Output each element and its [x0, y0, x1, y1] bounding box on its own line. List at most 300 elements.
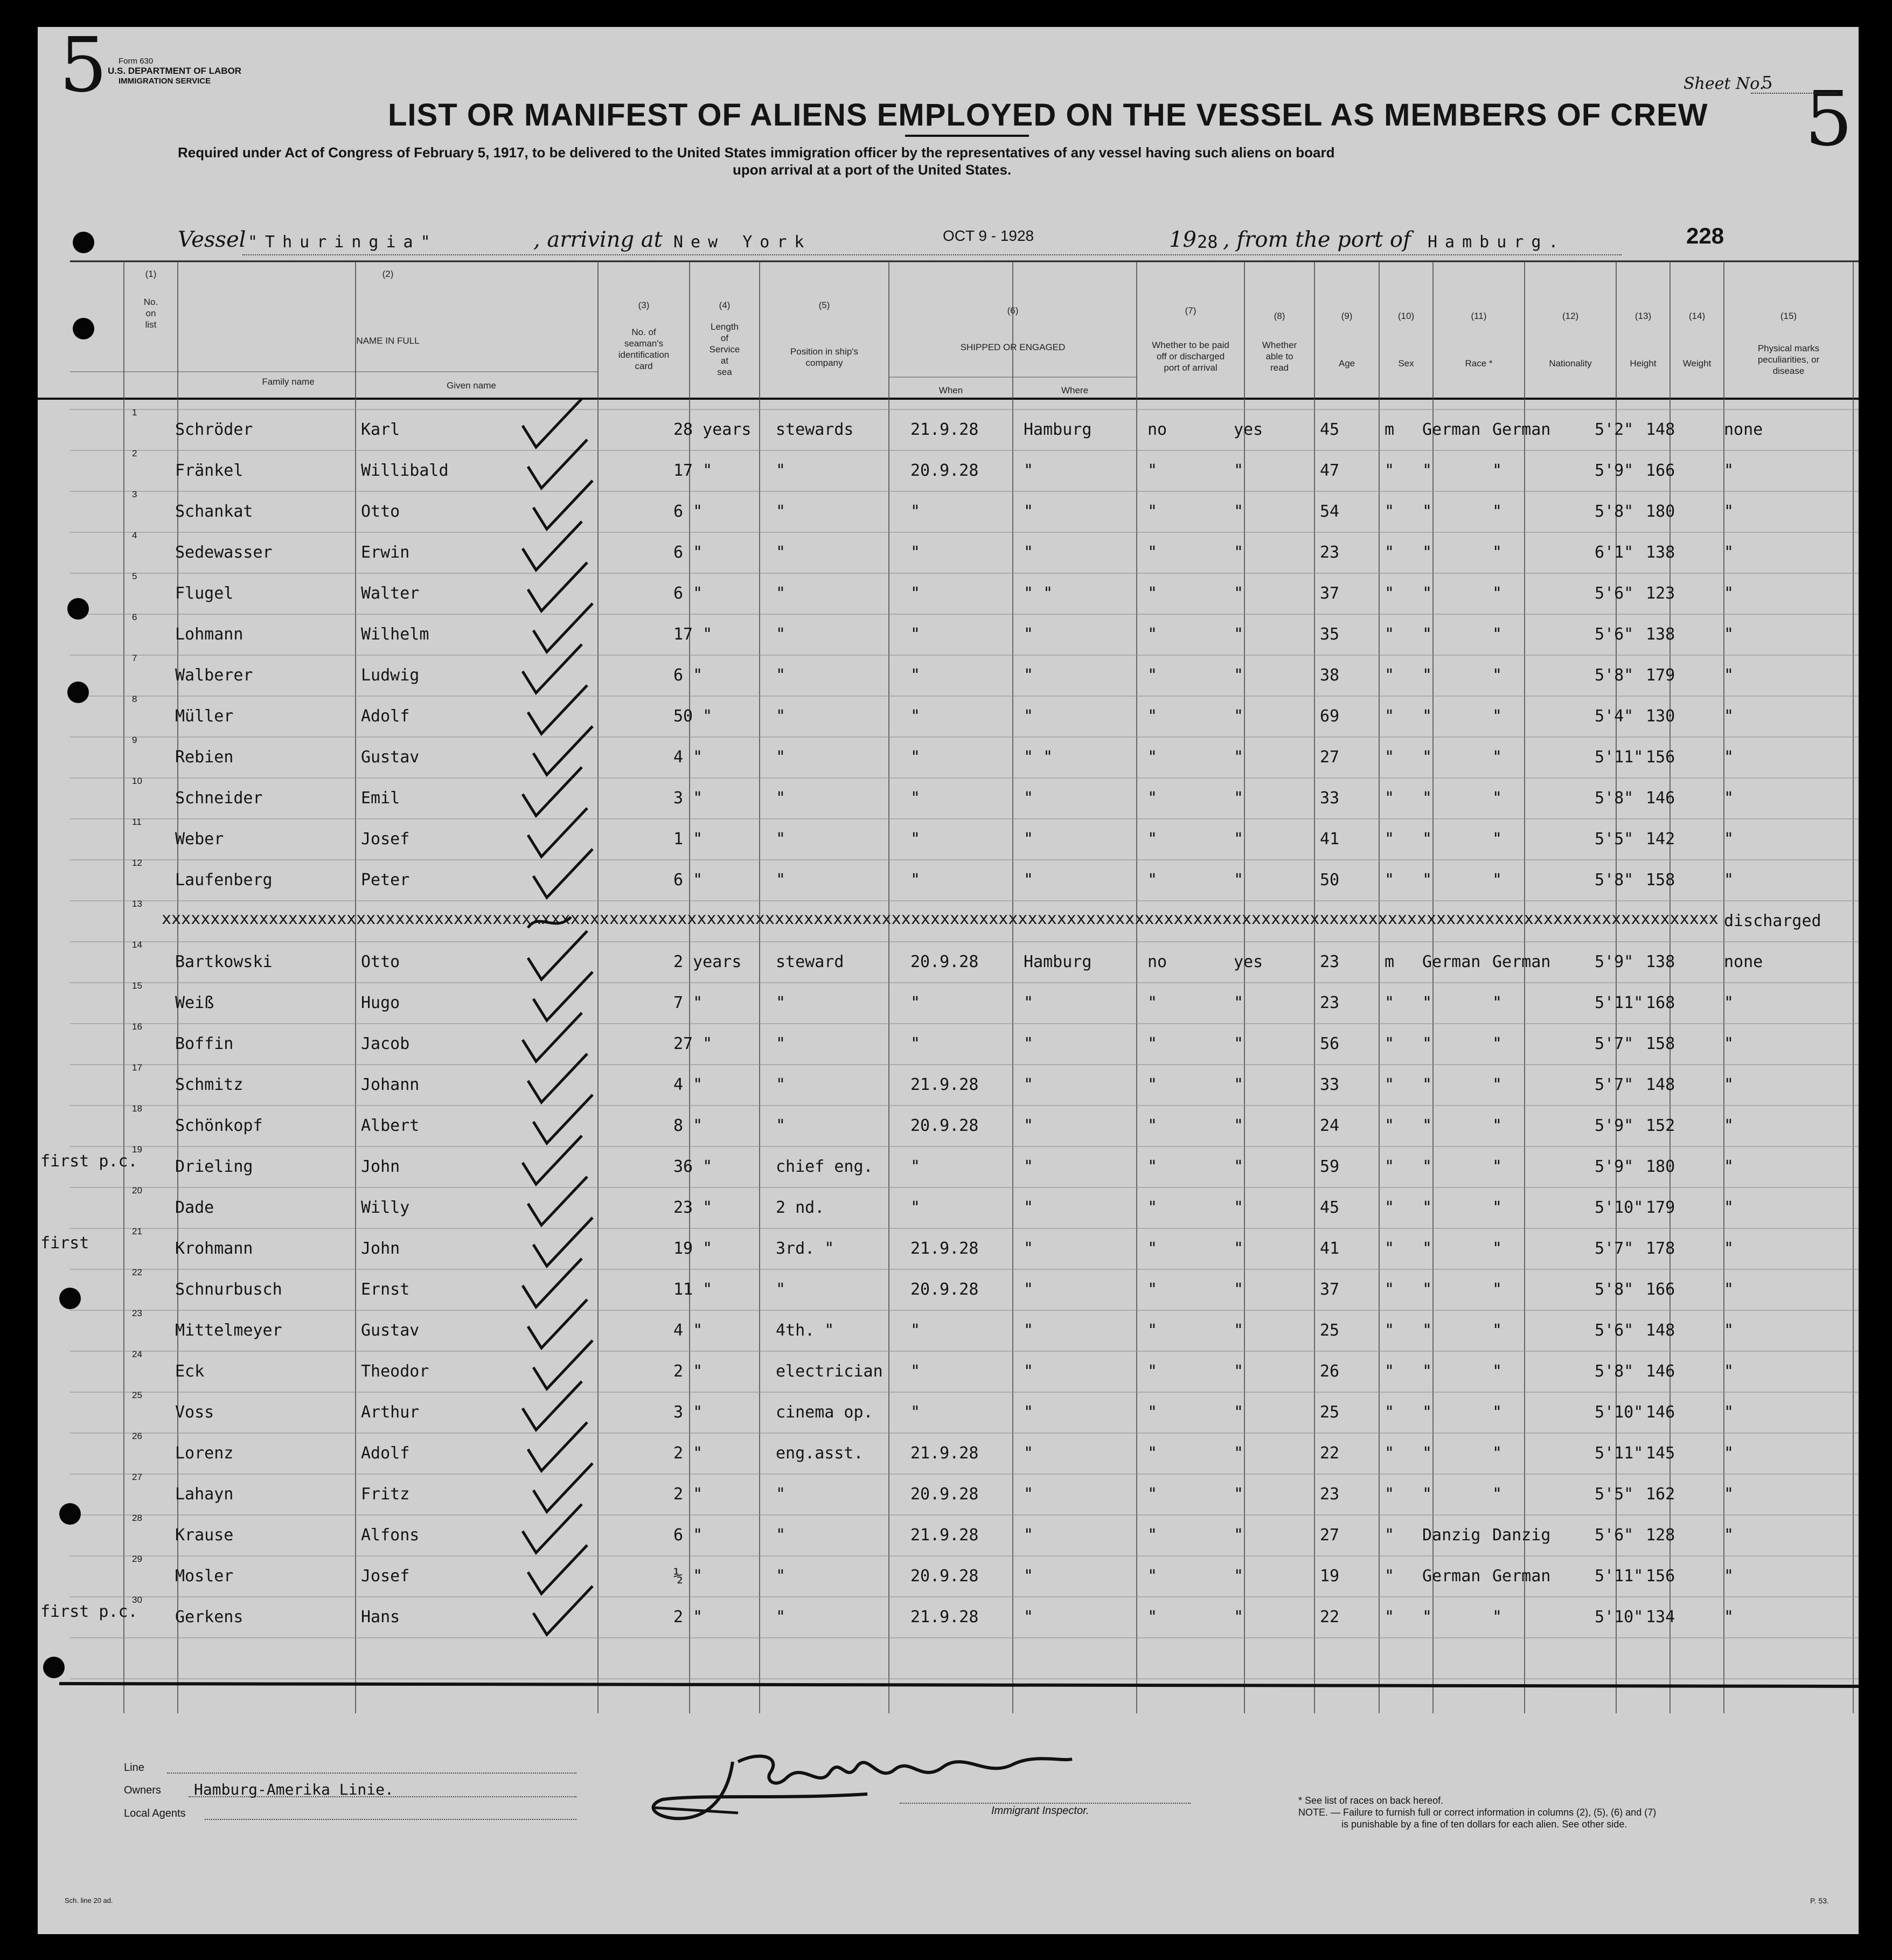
sex-cell: " — [1385, 1198, 1395, 1217]
position-cell: " — [776, 1034, 786, 1053]
weight-cell: 158 — [1646, 871, 1675, 889]
nationality-cell: German — [1492, 1567, 1551, 1586]
paid-off-cell: " — [1147, 830, 1158, 849]
nationality-cell: Danzig — [1492, 1526, 1551, 1545]
able-to-read-cell: " — [1234, 1198, 1244, 1217]
position-cell: electrician — [776, 1362, 883, 1381]
col6-number: (6) — [1007, 305, 1019, 316]
corner-mark-right: 5 — [1805, 75, 1853, 163]
weight-cell: 146 — [1646, 1362, 1675, 1381]
punch-hole — [59, 1503, 81, 1525]
col2-number: (2) — [382, 269, 394, 279]
height-cell: 5'9" — [1595, 461, 1634, 480]
given-name-cell: Willibald — [361, 461, 449, 480]
age-cell: 35 — [1320, 625, 1340, 644]
physical-marks-cell: " — [1724, 1362, 1734, 1381]
arriving-label: , arriving at — [533, 227, 663, 252]
service-length-cell: 3 " — [673, 1403, 703, 1422]
row-number-cell: 29 — [132, 1554, 142, 1564]
shipped-when-cell: " — [910, 1321, 921, 1340]
race-cell: " — [1422, 1116, 1432, 1135]
given-name-cell: John — [361, 1157, 400, 1176]
age-cell: 41 — [1320, 830, 1340, 849]
col2-given-header: Given name — [447, 380, 496, 391]
family-name-cell: Fränkel — [175, 461, 244, 480]
vessel-name: "Thuringia" — [248, 233, 438, 252]
height-cell: 5'6" — [1595, 584, 1634, 603]
paid-off-cell: " — [1147, 625, 1158, 644]
sex-cell: " — [1385, 584, 1395, 603]
height-cell: 5'7" — [1595, 1075, 1634, 1094]
col10-header: Sex — [1398, 358, 1414, 369]
punch-hole — [67, 682, 89, 703]
shipped-where-cell: " — [1024, 1403, 1034, 1422]
row-number-cell: 15 — [132, 981, 142, 991]
row-number-cell: 10 — [132, 776, 142, 786]
position-cell: " — [776, 666, 786, 685]
weight-cell: 148 — [1646, 420, 1675, 439]
race-cell: " — [1422, 1485, 1432, 1504]
paid-off-cell: " — [1147, 748, 1158, 767]
col5-header: Position in ship's company — [790, 346, 859, 368]
position-cell: " — [776, 543, 786, 562]
given-name-cell: Gustav — [361, 748, 420, 767]
age-cell: 23 — [1320, 953, 1340, 971]
given-name-cell: Jacob — [361, 1034, 410, 1053]
nationality-cell: " — [1492, 748, 1503, 767]
subtitle-line-1: Required under Act of Congress of February 5, 1917, to be delivered to the United States immigration officer by the representatives of any vessel having such aliens on board — [178, 144, 1335, 161]
position-cell: " — [776, 993, 786, 1012]
col12-header: Nationality — [1549, 358, 1592, 369]
row-margin-note: first — [40, 1234, 89, 1253]
position-cell: 3rd. " — [776, 1239, 834, 1258]
paid-off-cell: " — [1147, 1403, 1158, 1422]
sex-cell: " — [1385, 461, 1395, 480]
weight-cell: 178 — [1646, 1239, 1675, 1258]
col4-header: Length of Service at sea — [709, 322, 740, 377]
service-length-cell: 2 years — [673, 953, 742, 971]
family-name-cell: Gerkens — [175, 1608, 244, 1627]
race-cell: " — [1422, 1321, 1432, 1340]
row-number-cell: 4 — [132, 530, 137, 540]
age-cell: 50 — [1320, 871, 1340, 889]
race-cell: " — [1422, 1444, 1432, 1463]
height-cell: 5'8" — [1595, 1362, 1634, 1381]
family-name-cell: Lorenz — [175, 1444, 234, 1463]
races-note: * See list of races on back hereof. — [1298, 1795, 1444, 1806]
sex-cell: " — [1385, 1526, 1395, 1545]
sex-cell: " — [1385, 871, 1395, 889]
service-length-cell: 6 " — [673, 1526, 703, 1545]
age-cell: 27 — [1320, 748, 1340, 767]
year-prefix: 19 — [1169, 227, 1197, 252]
shipped-where-cell: " — [1024, 871, 1034, 889]
family-name-cell: Walberer — [175, 666, 253, 685]
punch-hole — [73, 318, 94, 339]
family-name-cell: Schneider — [175, 789, 263, 808]
nationality-cell: " — [1492, 625, 1503, 644]
form-number: Form 630 — [119, 57, 154, 66]
shipped-when-cell: " — [910, 625, 921, 644]
position-cell: eng.asst. — [776, 1444, 864, 1463]
position-cell: " — [776, 748, 786, 767]
height-cell: 5'8" — [1595, 871, 1634, 889]
sex-cell: " — [1385, 1444, 1395, 1463]
position-cell: " — [776, 830, 786, 849]
able-to-read-cell: " — [1234, 1444, 1244, 1463]
position-cell: 2 nd. — [776, 1198, 825, 1217]
manifest-sheet — [38, 22, 1859, 1934]
weight-cell: 130 — [1646, 707, 1675, 726]
col11-header: Race * — [1465, 358, 1493, 369]
able-to-read-cell: " — [1234, 1075, 1244, 1094]
col1-header: No. on list — [143, 297, 158, 330]
physical-marks-cell: " — [1724, 1444, 1734, 1463]
row-number-cell: 26 — [132, 1431, 142, 1441]
service-length-cell: 2 " — [673, 1362, 703, 1381]
weight-cell: 162 — [1646, 1485, 1675, 1504]
age-cell: 24 — [1320, 1116, 1340, 1135]
position-cell: " — [776, 1485, 786, 1504]
able-to-read-cell: " — [1234, 666, 1244, 685]
sex-cell: " — [1385, 1321, 1395, 1340]
height-cell: 5'6" — [1595, 1321, 1634, 1340]
shipped-where-cell: Hamburg — [1024, 420, 1092, 439]
row-number-cell: 27 — [132, 1472, 142, 1482]
position-cell: " — [776, 461, 786, 480]
paid-off-cell: no — [1147, 420, 1167, 439]
given-name-cell: Adolf — [361, 707, 410, 726]
age-cell: 22 — [1320, 1608, 1340, 1627]
shipped-when-cell: 21.9.28 — [910, 1444, 979, 1463]
failure-note-2: is punishable by a fine of ten dollars for each alien. See other side. — [1341, 1819, 1627, 1830]
row-number-cell: 21 — [132, 1226, 142, 1236]
race-cell: " — [1422, 830, 1432, 849]
physical-marks-cell: " — [1724, 871, 1734, 889]
position-cell: 4th. " — [776, 1321, 834, 1340]
nationality-cell: " — [1492, 1075, 1503, 1094]
shipped-where-cell: " — [1024, 1526, 1034, 1545]
line-label: Line — [124, 1762, 144, 1774]
paid-off-cell: " — [1147, 1034, 1158, 1053]
service-length-cell: 8 " — [673, 1116, 703, 1135]
col1-number: (1) — [145, 269, 157, 279]
physical-marks-cell: " — [1724, 584, 1734, 603]
height-cell: 5'9" — [1595, 1116, 1634, 1135]
nationality-cell: " — [1492, 1116, 1503, 1135]
given-name-cell: Emil — [361, 789, 400, 808]
sex-cell: " — [1385, 1116, 1395, 1135]
able-to-read-cell: " — [1234, 871, 1244, 889]
nationality-cell: " — [1492, 461, 1503, 480]
vessel-label: Vessel — [178, 227, 246, 252]
shipped-when-cell: " — [910, 1362, 921, 1381]
nationality-cell: " — [1492, 1280, 1503, 1299]
height-cell: 5'8" — [1595, 789, 1634, 808]
shipped-where-cell: " — [1024, 502, 1034, 521]
race-cell: " — [1422, 625, 1432, 644]
nationality-cell: " — [1492, 830, 1503, 849]
able-to-read-cell: yes — [1234, 953, 1263, 971]
sex-cell: " — [1385, 1608, 1395, 1627]
race-cell: " — [1422, 1034, 1432, 1053]
able-to-read-cell: yes — [1234, 420, 1263, 439]
sex-cell: " — [1385, 830, 1395, 849]
sheet-number: 5 — [1762, 72, 1773, 93]
check-mark — [523, 399, 582, 447]
race-cell: " — [1422, 1075, 1432, 1094]
weight-cell: 138 — [1646, 625, 1675, 644]
row-number-cell: 3 — [132, 489, 137, 499]
physical-marks-cell: " — [1724, 461, 1734, 480]
family-name-cell: Mittelmeyer — [175, 1321, 282, 1340]
nationality-cell: " — [1492, 1485, 1503, 1504]
physical-marks-cell: " — [1724, 1239, 1734, 1258]
shipped-when-cell: " — [910, 1403, 921, 1422]
service-name: IMMIGRATION SERVICE — [119, 77, 211, 86]
col8-header: Whether able to read — [1262, 340, 1297, 373]
age-cell: 23 — [1320, 1485, 1340, 1504]
position-cell: " — [776, 1608, 786, 1627]
row-number-cell: 7 — [132, 653, 137, 663]
given-name-cell: Adolf — [361, 1444, 410, 1463]
service-length-cell: 6 " — [673, 666, 703, 685]
year-suffix: 28 — [1197, 232, 1218, 252]
sex-cell: " — [1385, 1075, 1395, 1094]
weight-cell: 145 — [1646, 1444, 1675, 1463]
able-to-read-cell: " — [1234, 1116, 1244, 1135]
paid-off-cell: " — [1147, 543, 1158, 562]
weight-cell: 146 — [1646, 789, 1675, 808]
row-number-cell: 22 — [132, 1267, 142, 1277]
shipped-where-cell: " — [1024, 1608, 1034, 1627]
sex-cell: " — [1385, 625, 1395, 644]
service-length-cell: 36 " — [673, 1157, 713, 1176]
able-to-read-cell: " — [1234, 830, 1244, 849]
service-length-cell: 11 " — [673, 1280, 713, 1299]
service-length-cell: 17 " — [673, 461, 713, 480]
service-length-cell: 28 years — [673, 420, 752, 439]
shipped-when-cell: " — [910, 830, 921, 849]
nationality-cell: German — [1492, 953, 1551, 971]
col6-where-header: Where — [1061, 385, 1089, 395]
service-length-cell: 6 " — [673, 502, 703, 521]
paid-off-cell: " — [1147, 1075, 1158, 1094]
col15-header: Physical marks peculiarities, or disease — [1757, 343, 1820, 376]
shipped-when-cell: " — [910, 871, 921, 889]
service-length-cell: 2 " — [673, 1608, 703, 1627]
age-cell: 56 — [1320, 1034, 1340, 1053]
owners-value: Hamburg-Amerika Linie. — [194, 1781, 394, 1798]
able-to-read-cell: " — [1234, 502, 1244, 521]
shipped-when-cell: 20.9.28 — [910, 1485, 979, 1504]
punch-hole — [43, 1657, 65, 1678]
check-mark — [523, 1259, 582, 1307]
row-number-cell: 11 — [132, 817, 142, 827]
sex-cell: " — [1385, 1280, 1395, 1299]
service-length-cell: 50 " — [673, 707, 713, 726]
able-to-read-cell: " — [1234, 748, 1244, 767]
family-name-cell: Schnurbusch — [175, 1280, 282, 1299]
nationality-cell: " — [1492, 1321, 1503, 1340]
row-number-cell: 2 — [132, 448, 137, 458]
able-to-read-cell: " — [1234, 1321, 1244, 1340]
able-to-read-cell: " — [1234, 1157, 1244, 1176]
sheet-label: Sheet No. — [1684, 74, 1765, 93]
family-name-cell: Eck — [175, 1362, 205, 1381]
row-number-cell: 14 — [132, 940, 142, 950]
physical-marks-cell: discharged — [1724, 912, 1821, 930]
col7-header: Whether to be paid off or discharged port of arrival — [1152, 340, 1229, 373]
given-name-cell: Fritz — [361, 1485, 410, 1504]
height-cell: 5'8" — [1595, 502, 1634, 521]
punch-hole — [59, 1288, 81, 1309]
able-to-read-cell: " — [1234, 707, 1244, 726]
given-name-cell: Arthur — [361, 1403, 420, 1422]
family-name-cell: Schönkopf — [175, 1116, 263, 1135]
age-cell: 47 — [1320, 461, 1340, 480]
age-cell: 26 — [1320, 1362, 1340, 1381]
department-name: U.S. DEPARTMENT OF LABOR — [108, 66, 242, 76]
able-to-read-cell: " — [1234, 789, 1244, 808]
family-name-cell: Rebien — [175, 748, 234, 767]
height-cell: 5'8" — [1595, 1280, 1634, 1299]
weight-cell: 156 — [1646, 1567, 1675, 1586]
shipped-where-cell: " — [1024, 1362, 1034, 1381]
paid-off-cell: no — [1147, 953, 1167, 971]
service-length-cell: 4 " — [673, 1075, 703, 1094]
shipped-where-cell: " — [1024, 1157, 1034, 1176]
physical-marks-cell: " — [1724, 1567, 1734, 1586]
shipped-when-cell: 21.9.28 — [910, 1526, 979, 1545]
height-cell: 5'8" — [1595, 666, 1634, 685]
age-cell: 23 — [1320, 993, 1340, 1012]
family-name-cell: Schröder — [175, 420, 253, 439]
shipped-where-cell: " — [1024, 1034, 1034, 1053]
col14-header: Weight — [1682, 358, 1712, 369]
punch-hole — [67, 598, 89, 620]
able-to-read-cell: " — [1234, 1608, 1244, 1627]
shipped-where-cell: " — [1024, 1567, 1034, 1586]
paid-off-cell: " — [1147, 1362, 1158, 1381]
service-length-cell: 3 " — [673, 789, 703, 808]
sex-cell: " — [1385, 1485, 1395, 1504]
shipped-when-cell: 21.9.28 — [910, 420, 979, 439]
shipped-when-cell: 21.9.28 — [910, 1075, 979, 1094]
corner-mark-left: 5 — [59, 22, 108, 109]
nationality-cell: " — [1492, 1034, 1503, 1053]
given-name-cell: John — [361, 1239, 400, 1258]
position-cell: chief eng. — [776, 1157, 873, 1176]
line-dotted — [167, 1773, 576, 1774]
nationality-cell: " — [1492, 502, 1503, 521]
family-name-cell: Lahayn — [175, 1485, 234, 1504]
row-number-cell: 28 — [132, 1513, 142, 1523]
able-to-read-cell: " — [1234, 543, 1244, 562]
race-cell: " — [1422, 871, 1432, 889]
position-cell: " — [776, 871, 786, 889]
weight-cell: 123 — [1646, 584, 1675, 603]
physical-marks-cell: " — [1724, 1280, 1734, 1299]
check-mark — [523, 1013, 582, 1061]
nationality-cell: " — [1492, 1444, 1503, 1463]
struck-out-row-marks: xxxxxxxxxxxxxxxxxxxxxxxxxxxxxxxxxxxxxxxxxxxxxxxxxxxxxxxxxxxxxxxxxxxxxxxxxxxxxxxxxxxxxxxxxxxxxxxxxxxxxxxxxxxxxxxxxxxxxxxxxxxxxxxxxxxxxxxxxxxxxxxxxxxxxxxxxxxxxxxx — [162, 909, 1719, 928]
age-cell: 33 — [1320, 789, 1340, 808]
subtitle-line-2: upon arrival at a port of the United States. — [733, 162, 1012, 178]
able-to-read-cell: " — [1234, 1362, 1244, 1381]
shipped-where-cell: " — [1024, 707, 1034, 726]
shipped-where-cell: " " — [1024, 584, 1053, 603]
family-name-cell: Dade — [175, 1198, 214, 1217]
age-cell: 69 — [1320, 707, 1340, 726]
weight-cell: 128 — [1646, 1526, 1675, 1545]
col13-header: Height — [1630, 358, 1657, 369]
family-name-cell: Lohmann — [175, 625, 244, 644]
able-to-read-cell: " — [1234, 1567, 1244, 1586]
race-cell: " — [1422, 748, 1432, 767]
given-name-cell: Karl — [361, 420, 400, 439]
row-number-cell: 9 — [132, 735, 137, 745]
physical-marks-cell: " — [1724, 789, 1734, 808]
age-cell: 37 — [1320, 584, 1340, 603]
shipped-where-cell: " — [1024, 789, 1034, 808]
age-cell: 25 — [1320, 1403, 1340, 1422]
weight-cell: 166 — [1646, 461, 1675, 480]
row-number-cell: 19 — [132, 1144, 142, 1155]
nationality-cell: " — [1492, 871, 1503, 889]
height-cell: 5'9" — [1595, 953, 1634, 971]
service-length-cell: 7 " — [673, 993, 703, 1012]
height-cell: 5'6" — [1595, 1526, 1634, 1545]
family-name-cell: Boffin — [175, 1034, 234, 1053]
physical-marks-cell: " — [1724, 993, 1734, 1012]
col9-header: Age — [1338, 358, 1355, 369]
paid-off-cell: " — [1147, 707, 1158, 726]
paid-off-cell: " — [1147, 461, 1158, 480]
shipped-when-cell: " — [910, 707, 921, 726]
given-name-cell: Hugo — [361, 993, 400, 1012]
service-length-cell: 4 " — [673, 748, 703, 767]
service-length-cell: 17 " — [673, 625, 713, 644]
col15-number: (15) — [1780, 311, 1797, 321]
height-cell: 5'5" — [1595, 1485, 1634, 1504]
nationality-cell: " — [1492, 1239, 1503, 1258]
row-margin-note: first p.c. — [40, 1152, 138, 1171]
weight-cell: 179 — [1646, 1198, 1675, 1217]
weight-cell: 156 — [1646, 748, 1675, 767]
row-number-cell: 5 — [132, 571, 137, 581]
shipped-where-cell: " — [1024, 1116, 1034, 1135]
race-cell: " — [1422, 707, 1432, 726]
sex-cell: " — [1385, 1034, 1395, 1053]
check-marks-column — [38, 27, 1859, 1794]
col2-header: NAME IN FULL — [356, 336, 420, 346]
row-number-cell: 25 — [132, 1390, 142, 1400]
shipped-when-cell: 20.9.28 — [910, 953, 979, 971]
shipped-when-cell: 20.9.28 — [910, 1280, 979, 1299]
position-cell: " — [776, 584, 786, 603]
weight-cell: 166 — [1646, 1280, 1675, 1299]
given-name-cell: Peter — [361, 871, 410, 889]
sex-cell: m — [1385, 953, 1395, 971]
service-length-cell: 2 " — [673, 1444, 703, 1463]
col3-header: No. of seaman's identification card — [618, 327, 670, 371]
given-name-cell: Otto — [361, 953, 400, 971]
given-name-cell: Alfons — [361, 1526, 420, 1545]
height-cell: 5'5" — [1595, 830, 1634, 849]
col11-number: (11) — [1471, 311, 1487, 321]
col6-when-header: When — [938, 385, 963, 395]
